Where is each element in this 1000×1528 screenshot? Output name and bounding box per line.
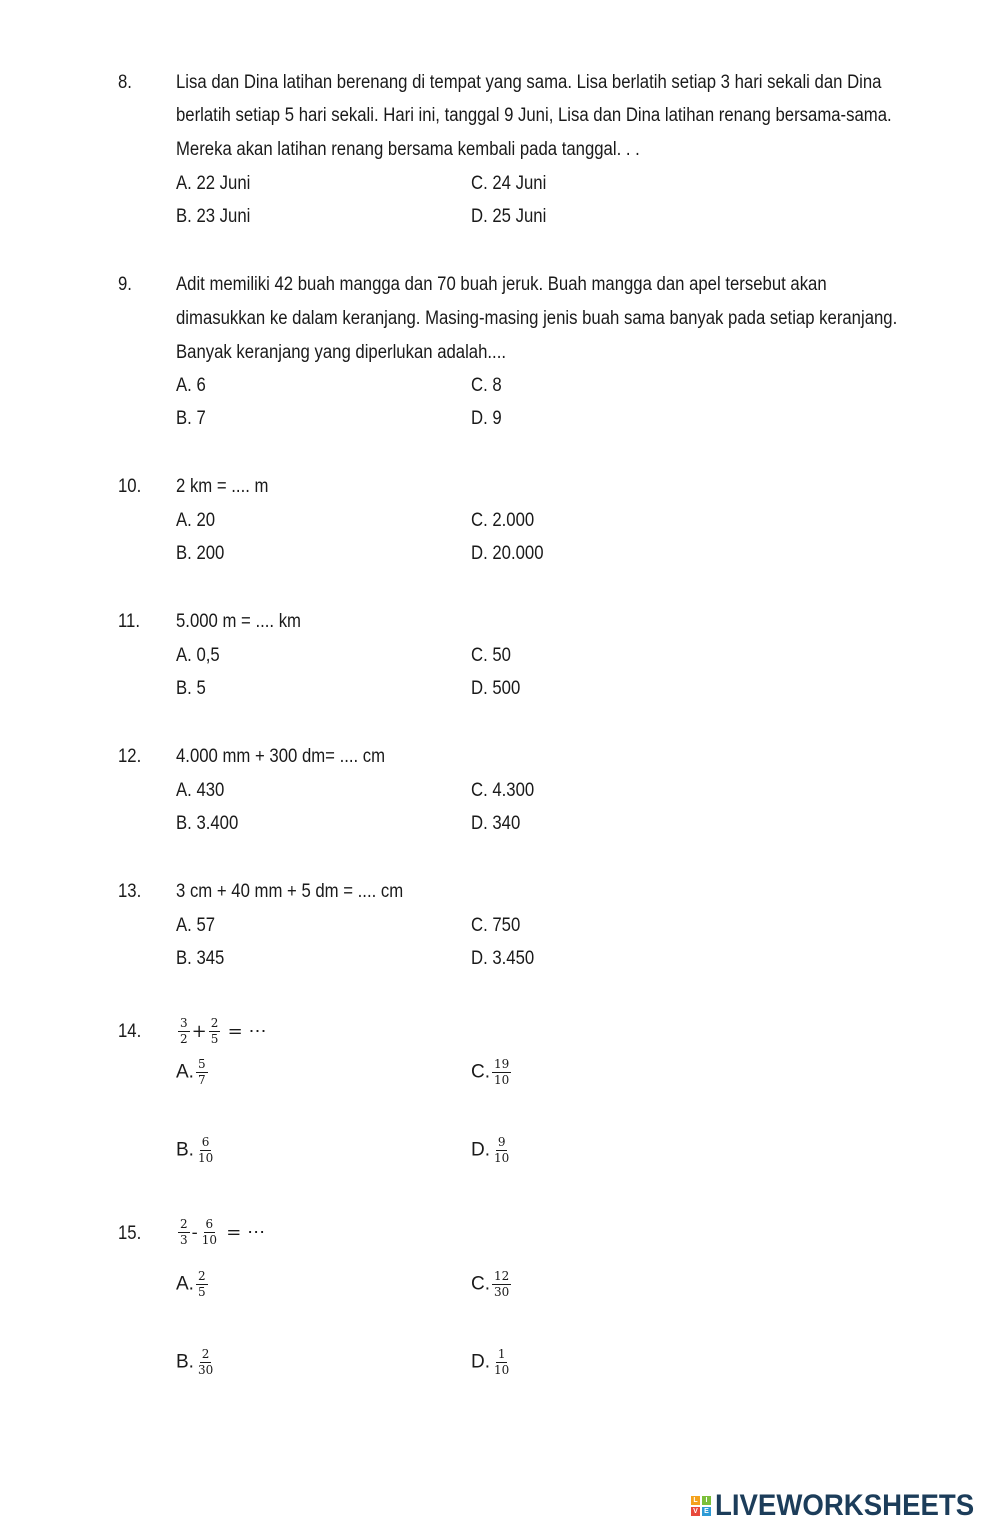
question-10-option-a[interactable]: A. 20 [176,510,216,531]
question-12-option-a[interactable]: A. 430 [176,780,225,801]
question-9-option-d[interactable]: D. 9 [471,408,502,429]
question-8-text-line-2: berlatih setiap 5 hari sekali. Hari ini, tanggal 9 Juni, Lisa dan Dina latihan renang bersama-sama. [176,105,892,126]
question-13-option-a[interactable]: A. 57 [176,915,216,936]
question-12-text: 4.000 mm + 300 dm= .... cm [176,746,386,767]
question-10-number: 10. [118,476,142,497]
logo-text: LIVEWORKSHEETS [715,1489,975,1522]
question-11-option-c[interactable]: C. 50 [471,645,511,666]
question-14-option-b[interactable]: B. $\frac{6}{10}$ [176,1135,214,1165]
question-10-option-b[interactable]: B. 200 [176,543,225,564]
question-15-option-c[interactable]: C. $\frac{12}{30}$ [471,1269,510,1299]
question-15-option-b[interactable]: B. $\frac{2}{30}$ [176,1347,214,1377]
fraction: $\frac{2}{3}$ [180,1217,188,1248]
question-8-number: 8. [118,72,132,93]
question-8-text-line-3: Mereka akan latihan renang bersama kembali pada tanggal. . . [176,139,640,160]
question-13-option-c[interactable]: C. 750 [471,915,521,936]
question-9-option-a[interactable]: A. 6 [176,375,206,396]
question-9-text-line-2: dimasukkan ke dalam keranjang. Masing-masing jenis buah sama banyak pada setiap keranjang. [176,308,898,329]
question-12-option-b[interactable]: B. 3.400 [176,813,239,834]
question-15-expression: $\frac{2}{3}$ - $\frac{6}{10}$ = ⋯ [180,1217,266,1248]
question-8-text-line-1: Lisa dan Dina latihan berenang di tempat yang sama. Lisa berlatih setiap 3 hari sekali dan Dina [176,72,882,93]
question-11-text: 5.000 m = .... km [176,611,301,632]
question-11-number: 11. [118,611,141,632]
fraction: $\frac{2}{5}$ [210,1016,219,1047]
question-12-number: 12. [118,746,142,767]
question-14-expression: $\frac{3}{2}$ + $\frac{2}{5}$ = ⋯ [180,1016,267,1047]
question-14-option-a[interactable]: A. $\frac{5}{7}$ [176,1057,206,1087]
question-9-text-line-1: Adit memiliki 42 buah mangga dan 70 buah jeruk. Buah mangga dan apel tersebut akan [176,274,827,295]
question-9-option-c[interactable]: C. 8 [471,375,502,396]
question-8-option-a[interactable]: A. 22 Juni [176,173,251,194]
liveworksheets-logo [691,1489,997,1523]
question-14-option-d[interactable]: D. $\frac{9}{10}$ [471,1135,510,1165]
question-15-number: 15. [118,1223,142,1244]
question-12-option-d[interactable]: D. 340 [471,813,521,834]
question-11-option-d[interactable]: D. 500 [471,678,521,699]
question-8-option-b[interactable]: B. 23 Juni [176,206,251,227]
question-9-number: 9. [118,274,132,295]
question-15-option-a[interactable]: A. $\frac{2}{5}$ [176,1269,206,1299]
question-13-text: 3 cm + 40 mm + 5 dm = .... cm [176,881,404,902]
question-8-option-c[interactable]: C. 24 Juni [471,173,547,194]
question-9-text-line-3: Banyak keranjang yang diperlukan adalah.... [176,342,506,363]
question-12-option-c[interactable]: C. 4.300 [471,780,535,801]
question-13-number: 13. [118,881,142,902]
question-9-option-b[interactable]: B. 7 [176,408,206,429]
question-13-option-b[interactable]: B. 345 [176,948,225,969]
question-10-option-d[interactable]: D. 20.000 [471,543,544,564]
question-13-option-d[interactable]: D. 3.450 [471,948,535,969]
fraction: $\frac{6}{10}$ [201,1217,218,1248]
question-10-text: 2 km = .... m [176,476,269,497]
question-8-option-d[interactable]: D. 25 Juni [471,206,547,227]
question-11-option-a[interactable]: A. 0,5 [176,645,220,666]
question-15-option-d[interactable]: D. $\frac{1}{10}$ [471,1347,510,1377]
fraction: $\frac{3}{2}$ [180,1016,188,1047]
question-10-option-c[interactable]: C. 2.000 [471,510,535,531]
logo-blocks-icon: L I V E [691,1496,711,1516]
question-14-option-c[interactable]: C. $\frac{19}{10}$ [471,1057,510,1087]
question-14-number: 14. [118,1021,142,1042]
question-11-option-b[interactable]: B. 5 [176,678,206,699]
